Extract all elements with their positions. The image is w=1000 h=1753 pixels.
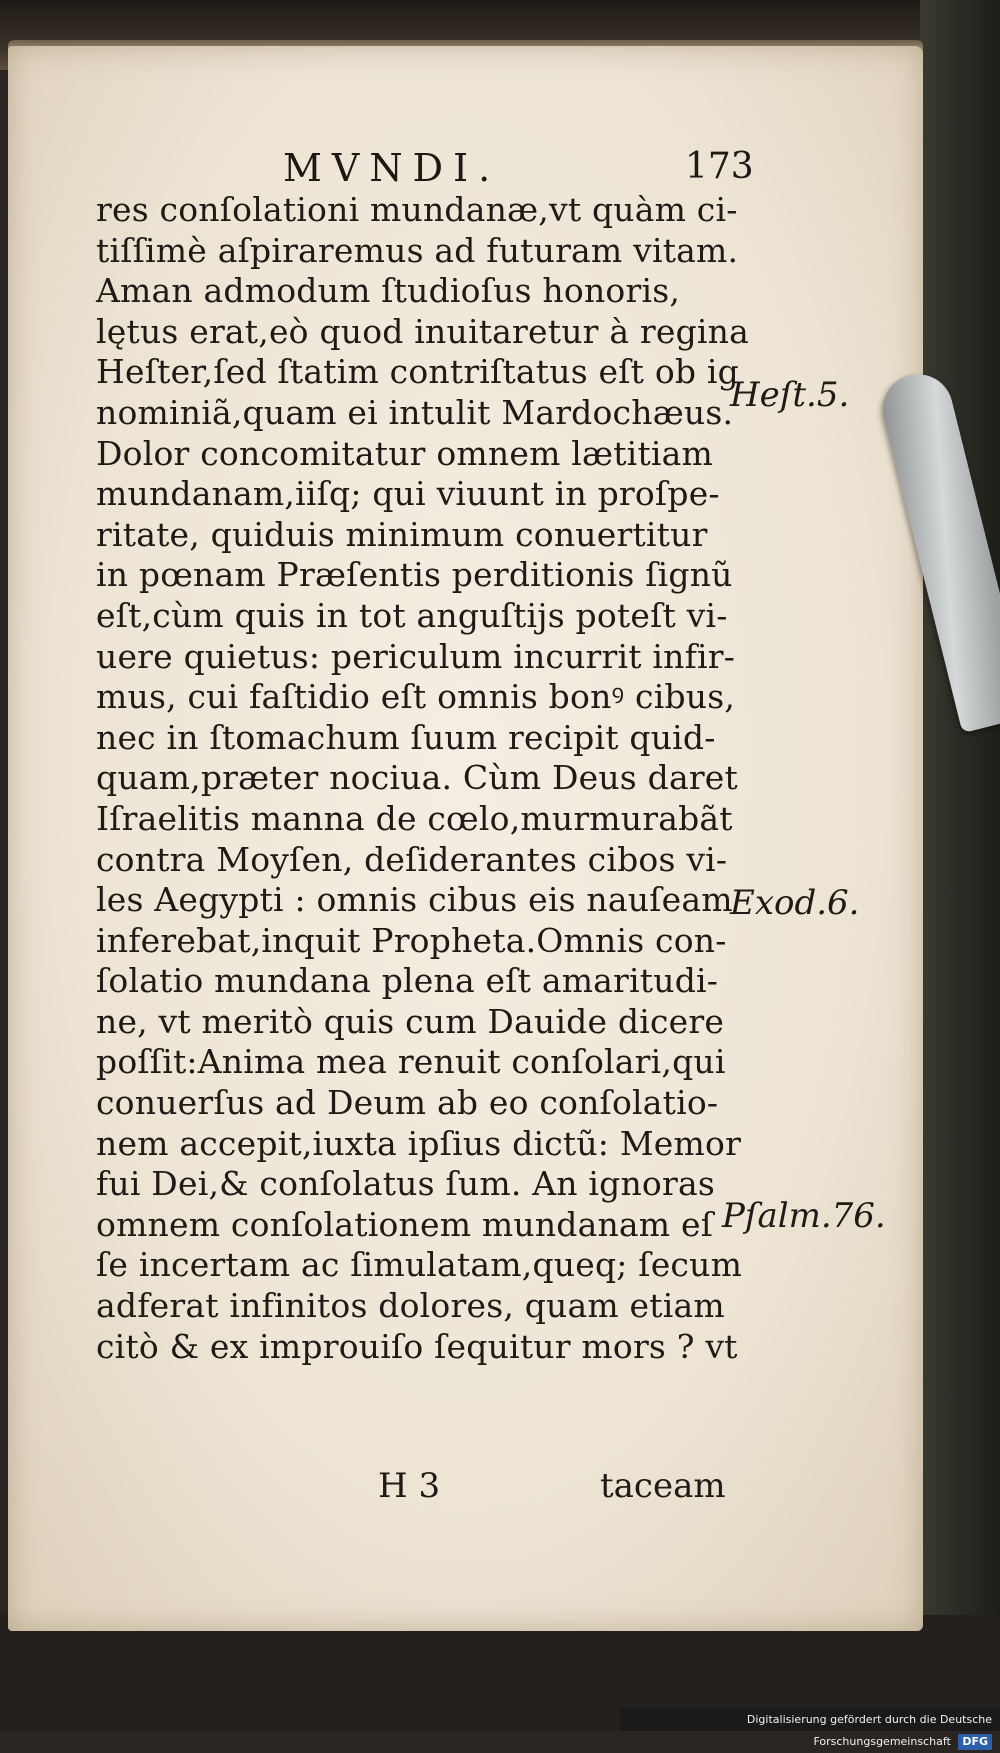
footer-credit: Digitalisierung gefördert durch die Deutsche Forschungsgemeinschaft: [746, 1713, 992, 1748]
text-line: lętus erat,eò quod inuitaretur à regina: [96, 311, 750, 351]
text-line: contra Moyſen, deſiderantes cibos vi-: [96, 839, 728, 879]
text-line: Aman admodum ſtudioſus honoris,: [96, 271, 681, 311]
page-header: [8, 146, 923, 196]
text-line: nec in ſtomachum ſuum recipit quid-: [96, 717, 716, 757]
text-line: ſe incertam ac ſimulatam,queq; ſecum: [96, 1245, 743, 1285]
text-line: omnem conſolationem mundanam eſ: [96, 1204, 714, 1244]
text-line: conuerſus ad Deum ab eo conſolatio-: [96, 1083, 719, 1123]
main-text: [96, 190, 750, 1367]
text-line: mus, cui faſtidio eſt omnis bonꝰ cibus,: [96, 677, 736, 717]
text-line: uere quietus: periculum incurrit infir-: [96, 636, 736, 676]
digitization-footer: [620, 1709, 1000, 1748]
text-line: Iſraelitis manna de cœlo,murmurabãt: [96, 798, 733, 838]
book-side: [920, 0, 1000, 1731]
running-head: MVNDI.: [283, 146, 501, 190]
text-line: in pœnam Præſentis perditionis ſignũ: [96, 555, 733, 595]
text-line: fui Dei,& conſolatus ſum. An ignoras: [96, 1164, 715, 1204]
text-line: inferebat,inquit Propheta.Omnis con-: [96, 920, 727, 960]
text-line: ne, vt meritò quis cum Dauide dicere: [96, 1001, 725, 1041]
signature-mark: H 3: [378, 1466, 441, 1506]
text-line: mundanam,iiſq; qui viuunt in proſpe-: [96, 474, 720, 514]
text-line: ſolatio mundana plena eſt amaritudi-: [96, 961, 719, 1001]
text-line: Heſter,ſed ſtatim contriſtatus eſt ob ig: [96, 352, 739, 392]
text-line: poſſit:Anima mea renuit conſolari,qui: [96, 1042, 726, 1082]
text-line: nominiã,quam ei intulit Mardochæus.: [96, 392, 734, 432]
text-line: tiſſimè aſpiraremus ad futuram vitam.: [96, 230, 739, 270]
dfg-logo: DFG: [958, 1734, 992, 1750]
text-line: quam,præter nociua. Cùm Deus daret: [96, 758, 738, 798]
text-line: nem accepit,iuxta ipſius dictũ: Memor: [96, 1123, 742, 1163]
text-line: citò & ex improuiſo ſequitur mors ? vt: [96, 1326, 738, 1366]
text-line: les Aegypti : omnis cibus eis nauſeam: [96, 880, 733, 920]
page-number: 173: [685, 146, 754, 187]
marginal-note-hester: Heſt.5.: [730, 375, 850, 415]
marginal-note-exodus: Exod.6.: [730, 883, 860, 923]
text-line: ritate, quiduis minimum conuertitur: [96, 514, 708, 554]
text-line: res conſolationi mundanæ,vt quàm ci-: [96, 190, 738, 229]
catchword: taceam: [600, 1466, 726, 1506]
marginal-note-psalm: Pſalm.76.: [722, 1196, 886, 1236]
text-line: Dolor concomitatur omnem lætitiam: [96, 433, 714, 473]
text-line: adferat infinitos dolores, quam etiam: [96, 1286, 725, 1326]
text-line: eſt,cùm quis in tot anguſtijs poteſt vi-: [96, 595, 728, 635]
